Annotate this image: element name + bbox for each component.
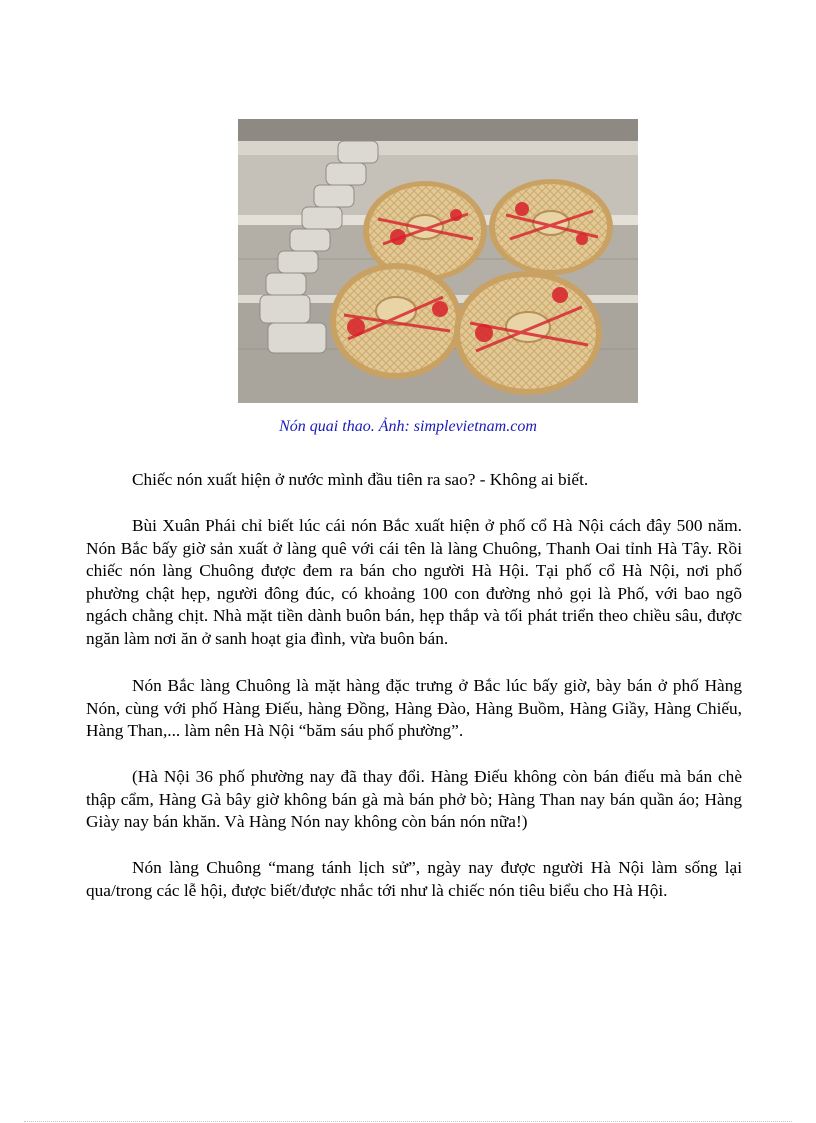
paragraph-3: Nón Bắc làng Chuông là mặt hàng đặc trưng ở Bắc lúc bấy giờ, bày bán ở phố Hàng Nón, cùng với phố Hàng Điếu, hàng Đồng, Hàng Đào, Hàng Buồm, Hàng Giầy, Hàng Chiếu, Hàng Than,... làm nên Hà Nội “băm sáu phố phường”. — [86, 676, 742, 740]
paragraph-1: Chiếc nón xuất hiện ở nước mình đầu tiên ra sao? - Không ai biết. — [132, 470, 589, 489]
hat-photo — [238, 119, 638, 403]
paragraph-4: (Hà Nội 36 phố phường nay đã thay đổi. Hàng Điếu không còn bán điếu mà bán chè thập cẩm, Hàng Gà bây giờ không bán gà mà bán phở bò; Hàng Than nay bán quần áo; Hàng Giày nay bán khăn. Và Hàng Nón nay không còn bán nón nữa!) — [86, 767, 742, 831]
photo-caption: Nón quai thao. Ảnh: simplevietnam.com — [279, 418, 537, 435]
page-bottom-rule — [24, 1121, 792, 1122]
paragraph-5: Nón làng Chuông “mang tánh lịch sử”, ngày nay được người Hà Nội làm sống lại qua/trong các lễ hội, được biết/được nhắc tới như là chiếc nón tiêu biểu cho Hà Hội. — [86, 858, 742, 900]
paragraph-2: Bùi Xuân Phái chỉ biết lúc cái nón Bắc xuất hiện ở phố cổ Hà Nội cách đây 500 năm. Nón Bắc bấy giờ sản xuất ở làng quê với cái tên là làng Chuông, Thanh Oai tỉnh Hà Tây. Rồi chiếc nón làng Chuông được đem ra bán cho người Hà Hội. Tại phố cổ Hà Nội, nơi phố phường chật hẹp, người đông đúc, có khoảng 100 con đường nhỏ gọi là Phố, với bao ngõ ngách chằng chịt. Nhà mặt tiền dành buôn bán, hẹp thắp và tối phát triển theo chiều sâu, được ngăn làm nơi ăn ở sanh hoạt gia đình, vừa buôn bán. — [86, 516, 742, 648]
